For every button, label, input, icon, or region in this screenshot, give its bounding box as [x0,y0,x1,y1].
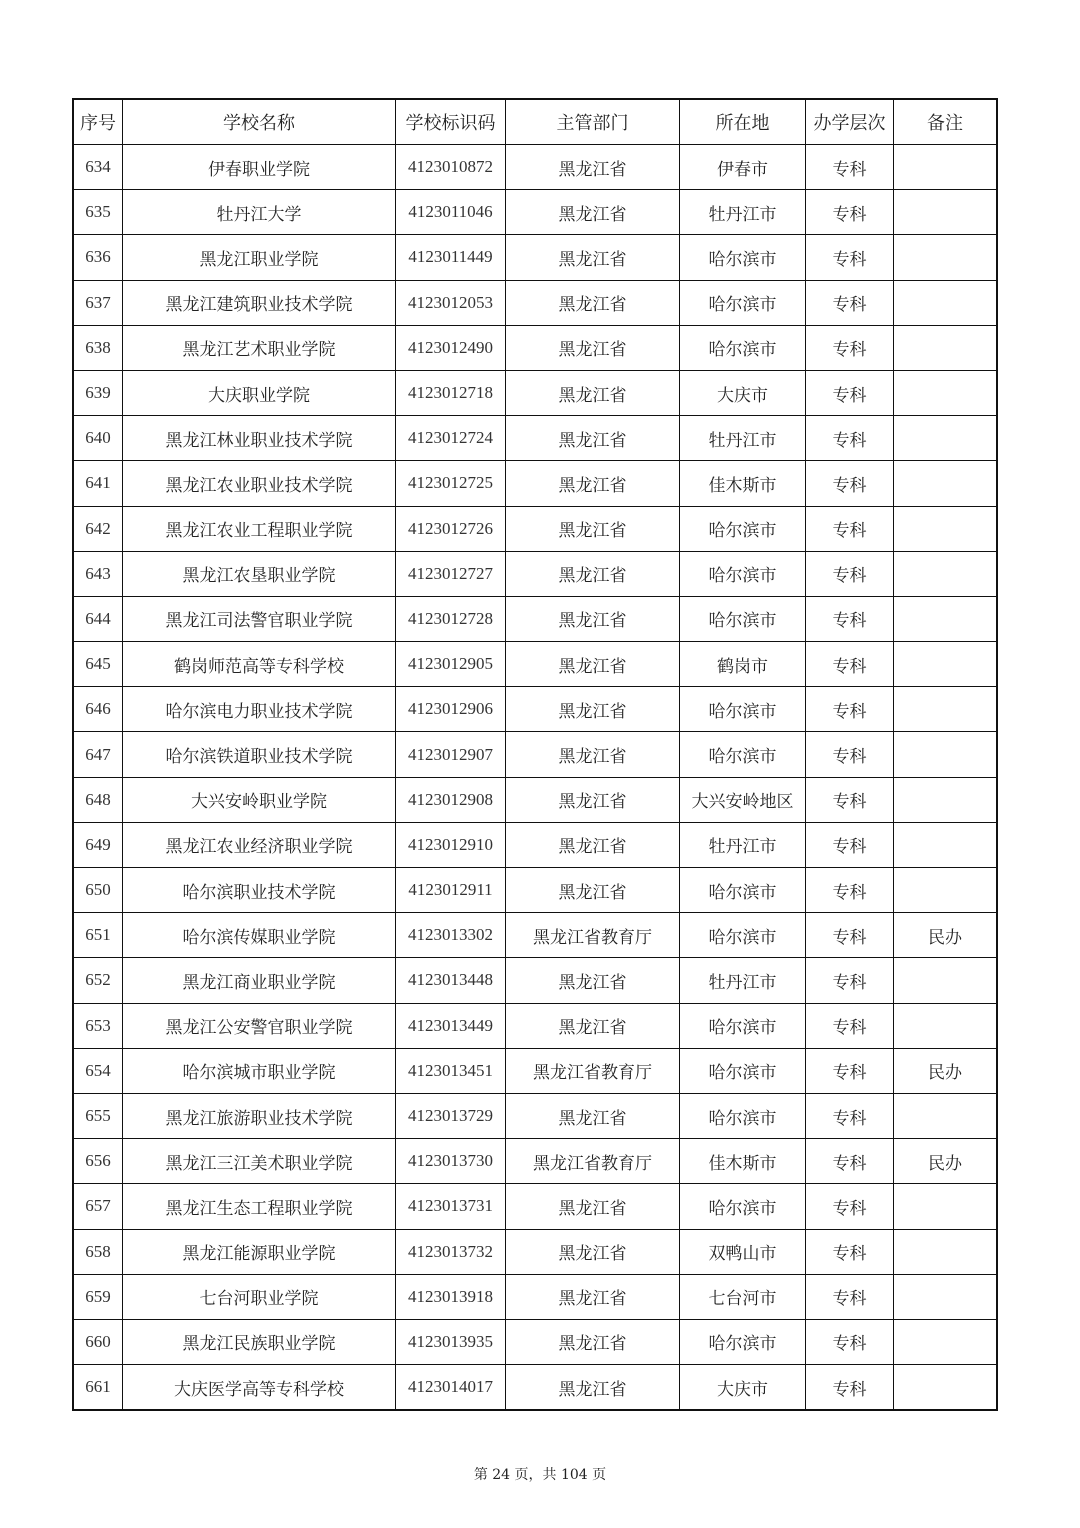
cell-school-code: 4123012906 [396,687,506,732]
cell-remark [894,325,998,370]
cell-location: 鹤岗市 [680,642,806,687]
cell-index: 646 [73,687,123,732]
cell-school-name: 黑龙江公安警官职业学院 [123,1003,396,1048]
cell-remark [894,1093,998,1138]
cell-location: 哈尔滨市 [680,913,806,958]
cell-remark [894,822,998,867]
table-header-row [73,99,997,145]
table-row [73,506,997,551]
cell-department: 黑龙江省 [506,1184,680,1229]
cell-school-code: 4123012718 [396,370,506,415]
cell-school-code: 4123013918 [396,1274,506,1319]
cell-school-name: 黑龙江农业经济职业学院 [123,822,396,867]
cell-school-code: 4123013302 [396,913,506,958]
cell-school-name: 七台河职业学院 [123,1274,396,1319]
cell-index: 634 [73,145,123,190]
cell-index: 652 [73,958,123,1003]
table-row [73,1184,997,1229]
cell-level: 专科 [806,1229,894,1274]
cell-index: 650 [73,868,123,913]
cell-level: 专科 [806,958,894,1003]
cell-school-name: 黑龙江建筑职业技术学院 [123,280,396,325]
cell-index: 658 [73,1229,123,1274]
cell-location: 哈尔滨市 [680,235,806,280]
cell-index: 651 [73,913,123,958]
cell-school-code: 4123012907 [396,732,506,777]
cell-remark [894,370,998,415]
table-row [73,461,997,506]
cell-location: 佳木斯市 [680,1139,806,1184]
cell-school-code: 4123010872 [396,145,506,190]
cell-level: 专科 [806,325,894,370]
cell-level: 专科 [806,1093,894,1138]
schools-table [72,98,998,1411]
cell-location: 哈尔滨市 [680,1003,806,1048]
cell-index: 645 [73,642,123,687]
cell-school-code: 4123012725 [396,461,506,506]
cell-school-code: 4123013730 [396,1139,506,1184]
cell-school-code: 4123011449 [396,235,506,280]
cell-remark [894,145,998,190]
cell-remark [894,1229,998,1274]
cell-level: 专科 [806,190,894,235]
cell-index: 636 [73,235,123,280]
table-row [73,551,997,596]
cell-department: 黑龙江省 [506,235,680,280]
cell-location: 大庆市 [680,370,806,415]
table-row [73,190,997,235]
cell-department: 黑龙江省 [506,777,680,822]
header-level: 办学层次 [806,99,894,145]
cell-department: 黑龙江省 [506,461,680,506]
cell-school-name: 黑龙江三江美术职业学院 [123,1139,396,1184]
cell-remark [894,868,998,913]
cell-remark [894,687,998,732]
cell-school-name: 黑龙江农垦职业学院 [123,551,396,596]
cell-school-name: 哈尔滨电力职业技术学院 [123,687,396,732]
cell-location: 哈尔滨市 [680,1048,806,1093]
cell-location: 大庆市 [680,1365,806,1411]
cell-school-code: 4123012490 [396,325,506,370]
cell-remark [894,1319,998,1364]
header-school-name: 学校名称 [123,99,396,145]
cell-level: 专科 [806,1139,894,1184]
cell-level: 专科 [806,506,894,551]
cell-remark [894,958,998,1003]
table-row [73,1003,997,1048]
cell-department: 黑龙江省 [506,687,680,732]
header-remark: 备注 [894,99,998,145]
cell-index: 641 [73,461,123,506]
cell-location: 哈尔滨市 [680,506,806,551]
cell-school-code: 4123013448 [396,958,506,1003]
table-row [73,1093,997,1138]
table-row [73,416,997,461]
cell-location: 大兴安岭地区 [680,777,806,822]
cell-school-code: 4123012905 [396,642,506,687]
cell-remark [894,1003,998,1048]
cell-location: 哈尔滨市 [680,868,806,913]
cell-department: 黑龙江省 [506,1229,680,1274]
cell-department: 黑龙江省 [506,370,680,415]
cell-level: 专科 [806,1365,894,1411]
cell-school-code: 4123012726 [396,506,506,551]
cell-level: 专科 [806,1274,894,1319]
cell-location: 牡丹江市 [680,190,806,235]
cell-school-code: 4123012053 [396,280,506,325]
cell-school-code: 4123012908 [396,777,506,822]
cell-index: 648 [73,777,123,822]
cell-department: 黑龙江省 [506,1274,680,1319]
cell-location: 伊春市 [680,145,806,190]
cell-level: 专科 [806,370,894,415]
cell-school-code: 4123013451 [396,1048,506,1093]
cell-school-name: 黑龙江司法警官职业学院 [123,596,396,641]
cell-remark [894,1365,998,1411]
cell-location: 牡丹江市 [680,416,806,461]
table-row [73,370,997,415]
cell-school-code: 4123014017 [396,1365,506,1411]
cell-index: 659 [73,1274,123,1319]
cell-index: 653 [73,1003,123,1048]
cell-school-code: 4123013731 [396,1184,506,1229]
cell-remark [894,416,998,461]
cell-remark [894,551,998,596]
cell-index: 661 [73,1365,123,1411]
cell-location: 双鸭山市 [680,1229,806,1274]
cell-department: 黑龙江省 [506,1003,680,1048]
cell-school-name: 哈尔滨铁道职业技术学院 [123,732,396,777]
cell-remark: 民办 [894,913,998,958]
table-row [73,868,997,913]
cell-level: 专科 [806,461,894,506]
cell-department: 黑龙江省 [506,868,680,913]
cell-school-name: 黑龙江农业工程职业学院 [123,506,396,551]
table-row [73,235,997,280]
cell-index: 656 [73,1139,123,1184]
cell-location: 哈尔滨市 [680,551,806,596]
cell-school-name: 黑龙江旅游职业技术学院 [123,1093,396,1138]
table-row [73,596,997,641]
table-row [73,1319,997,1364]
cell-index: 638 [73,325,123,370]
cell-level: 专科 [806,777,894,822]
table-row [73,1139,997,1184]
cell-index: 655 [73,1093,123,1138]
table-row [73,958,997,1003]
cell-remark [894,642,998,687]
cell-school-code: 4123012910 [396,822,506,867]
cell-location: 哈尔滨市 [680,325,806,370]
cell-level: 专科 [806,868,894,913]
cell-location: 七台河市 [680,1274,806,1319]
cell-department: 黑龙江省 [506,596,680,641]
cell-department: 黑龙江省 [506,1093,680,1138]
table-row [73,325,997,370]
cell-remark [894,235,998,280]
table-row [73,822,997,867]
cell-level: 专科 [806,1184,894,1229]
cell-school-name: 哈尔滨传媒职业学院 [123,913,396,958]
cell-school-name: 黑龙江能源职业学院 [123,1229,396,1274]
cell-department: 黑龙江省 [506,416,680,461]
cell-index: 657 [73,1184,123,1229]
cell-location: 哈尔滨市 [680,732,806,777]
cell-index: 637 [73,280,123,325]
cell-department: 黑龙江省 [506,642,680,687]
cell-level: 专科 [806,280,894,325]
cell-department: 黑龙江省 [506,145,680,190]
table-row [73,1274,997,1319]
cell-index: 654 [73,1048,123,1093]
cell-department: 黑龙江省 [506,190,680,235]
cell-school-name: 黑龙江艺术职业学院 [123,325,396,370]
cell-level: 专科 [806,596,894,641]
cell-index: 660 [73,1319,123,1364]
cell-remark [894,596,998,641]
table-row [73,777,997,822]
cell-remark [894,461,998,506]
cell-level: 专科 [806,687,894,732]
cell-department: 黑龙江省 [506,506,680,551]
cell-level: 专科 [806,235,894,280]
cell-level: 专科 [806,145,894,190]
cell-remark [894,1274,998,1319]
cell-level: 专科 [806,1003,894,1048]
cell-school-name: 黑龙江商业职业学院 [123,958,396,1003]
cell-location: 哈尔滨市 [680,1093,806,1138]
cell-department: 黑龙江省 [506,958,680,1003]
cell-school-name: 鹤岗师范高等专科学校 [123,642,396,687]
cell-school-code: 4123013449 [396,1003,506,1048]
cell-department: 黑龙江省 [506,551,680,596]
cell-school-name: 黑龙江民族职业学院 [123,1319,396,1364]
cell-location: 哈尔滨市 [680,280,806,325]
cell-school-name: 黑龙江生态工程职业学院 [123,1184,396,1229]
cell-remark [894,506,998,551]
header-school-code: 学校标识码 [396,99,506,145]
cell-department: 黑龙江省 [506,1319,680,1364]
table-row [73,687,997,732]
cell-location: 哈尔滨市 [680,596,806,641]
cell-level: 专科 [806,913,894,958]
cell-remark [894,732,998,777]
cell-school-code: 4123013729 [396,1093,506,1138]
cell-school-code: 4123012728 [396,596,506,641]
cell-school-name: 哈尔滨城市职业学院 [123,1048,396,1093]
cell-location: 佳木斯市 [680,461,806,506]
cell-index: 635 [73,190,123,235]
table-row [73,732,997,777]
cell-department: 黑龙江省 [506,1365,680,1411]
cell-department: 黑龙江省 [506,822,680,867]
cell-level: 专科 [806,1048,894,1093]
header-index: 序号 [73,99,123,145]
cell-school-code: 4123013732 [396,1229,506,1274]
cell-remark: 民办 [894,1139,998,1184]
cell-school-code: 4123012724 [396,416,506,461]
cell-index: 639 [73,370,123,415]
page-number: 第 24 页，共 104 页 [473,1467,607,1483]
cell-remark [894,190,998,235]
cell-index: 647 [73,732,123,777]
cell-location: 哈尔滨市 [680,1184,806,1229]
cell-index: 642 [73,506,123,551]
cell-school-name: 伊春职业学院 [123,145,396,190]
cell-index: 644 [73,596,123,641]
cell-level: 专科 [806,1319,894,1364]
cell-remark: 民办 [894,1048,998,1093]
cell-school-name: 牡丹江大学 [123,190,396,235]
table-row [73,642,997,687]
cell-school-name: 黑龙江林业职业技术学院 [123,416,396,461]
cell-school-name: 黑龙江职业学院 [123,235,396,280]
table-row [73,1365,997,1411]
cell-remark [894,280,998,325]
cell-index: 643 [73,551,123,596]
cell-location: 哈尔滨市 [680,1319,806,1364]
cell-level: 专科 [806,416,894,461]
cell-department: 黑龙江省教育厅 [506,913,680,958]
cell-remark [894,777,998,822]
cell-level: 专科 [806,551,894,596]
cell-level: 专科 [806,732,894,777]
cell-school-name: 大庆医学高等专科学校 [123,1365,396,1411]
cell-school-code: 4123011046 [396,190,506,235]
header-location: 所在地 [680,99,806,145]
cell-department: 黑龙江省 [506,732,680,777]
cell-school-name: 黑龙江农业职业技术学院 [123,461,396,506]
cell-school-name: 大兴安岭职业学院 [123,777,396,822]
cell-level: 专科 [806,642,894,687]
cell-department: 黑龙江省 [506,325,680,370]
cell-school-code: 4123012727 [396,551,506,596]
cell-school-code: 4123012911 [396,868,506,913]
cell-index: 649 [73,822,123,867]
table-row [73,145,997,190]
cell-remark [894,1184,998,1229]
cell-department: 黑龙江省 [506,280,680,325]
cell-department: 黑龙江省教育厅 [506,1048,680,1093]
cell-location: 牡丹江市 [680,958,806,1003]
cell-location: 牡丹江市 [680,822,806,867]
cell-school-code: 4123013935 [396,1319,506,1364]
cell-department: 黑龙江省教育厅 [506,1139,680,1184]
table-row [73,280,997,325]
cell-school-name: 哈尔滨职业技术学院 [123,868,396,913]
table-row [73,1048,997,1093]
cell-level: 专科 [806,822,894,867]
cell-school-name: 大庆职业学院 [123,370,396,415]
cell-location: 哈尔滨市 [680,687,806,732]
header-department: 主管部门 [506,99,680,145]
cell-index: 640 [73,416,123,461]
table-row [73,913,997,958]
table-row [73,1229,997,1274]
